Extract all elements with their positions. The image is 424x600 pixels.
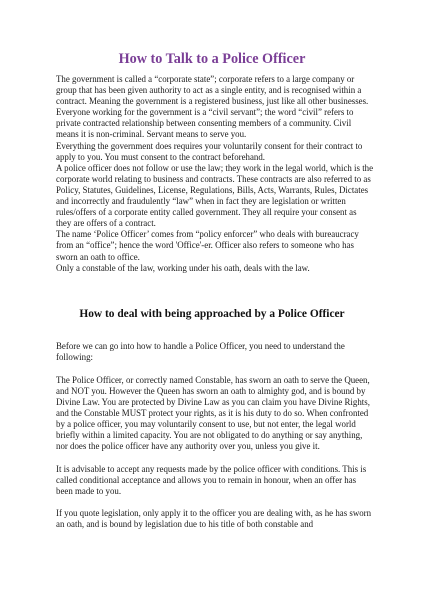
paragraph: The name ‘Police Officer’ comes from “policy enforcer” who deals with bureaucracy from an “office”; hence the word 'Office'-er. Officer also refers to someone who has sworn an oath to office. — [56, 229, 359, 262]
paragraph: The government is called a “corporate state”; corporate refers to a large company or group that has been given authority to act as a single entity, and is recognised within a contract. Meaning the government is a registered business, just like all other businesses. — [56, 74, 369, 107]
paragraph: Everyone working for the government is a “civil servant”; the word “civil” refers to private contracted relationship between consenting members of a community. Civil means it is non-criminal. Servant means to serve you. — [56, 107, 354, 140]
paragraph: The Police Officer, or correctly named Constable, has sworn an oath to serve the Queen, and NOT you. However the Queen has sworn an oath to almighty god, and is bound by Divine Law. You are protected by Divine Law as you can claim you have Divine Rights, and the Constable MUST protect your rights, as it is his duty to do so. When confronted by a police officer, you may voluntarily consent to use, but not enter, the legal world briefly within a limited capacity. You are not obligated to do anything or say anything, nor does the police officer have any authority over you, unless you give it. — [56, 374, 370, 452]
intro-section — [56, 74, 374, 274]
section-heading: How to deal with being approached by a Police Officer — [79, 308, 345, 320]
page-title: How to Talk to a Police Officer — [118, 51, 306, 67]
paragraph: Only a constable of the law, working under his oath, deals with the law. — [56, 262, 310, 273]
paragraph: It is advisable to accept any requests made by the police officer with conditions. This is called conditional acceptance and allows you to remain in honour, when an offer has been made to you. — [56, 463, 367, 496]
approach-section — [56, 341, 374, 542]
paragraph: A police officer does not follow or use the law; they work in the legal world, which is the corporate world relating to business and contracts. These contracts are also referred to as Policy, Statutes, Guidelines, License, Regulations, Bills, Acts, Warrants, Rules, Dictates and incorrectly and fraudulently “law” when in fact they are legislation or written rules/offers of a corporate entity called government. They all require your consent as they are offers of a contract. — [56, 162, 374, 229]
paragraph: Everything the government does requires your voluntarily consent for their contract to apply to you. You must consent to the contract beforehand. — [56, 140, 363, 162]
paragraph: If you quote legislation, only apply it to the officer you are dealing with, as he has sworn an oath, and is bound by legislation due to his title of both constable and — [56, 508, 372, 530]
paragraph: Before we can go into how to handle a Police Officer, you need to understand the following: — [56, 341, 345, 363]
